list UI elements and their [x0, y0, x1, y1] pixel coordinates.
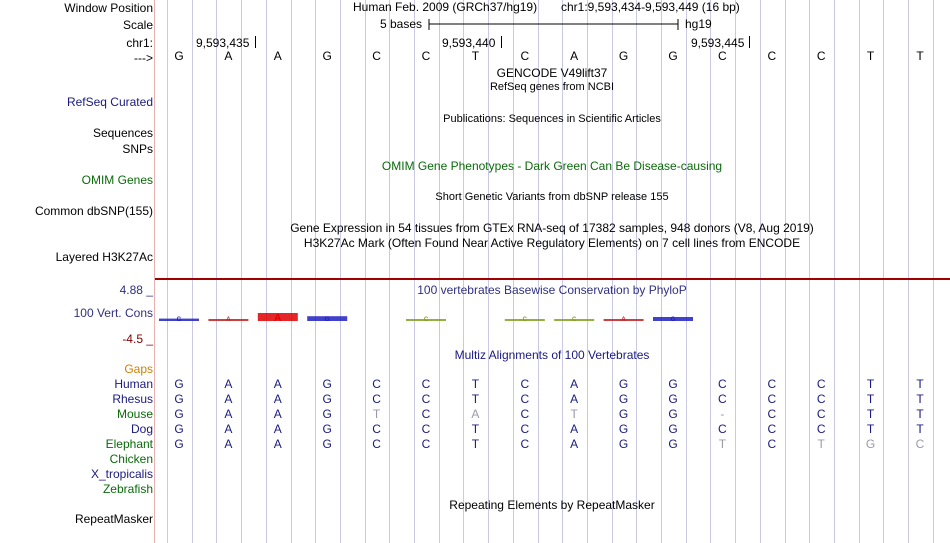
alignment-base: T: [718, 437, 727, 451]
alignment-base: T: [372, 407, 381, 421]
alignment-base: A: [224, 377, 233, 391]
common-dbsnp-label[interactable]: Common dbSNP(155): [34, 204, 153, 218]
alignment-base: C: [816, 392, 826, 406]
coord-tick-2: [501, 36, 502, 48]
alignment-base: C: [718, 377, 727, 391]
species-label[interactable]: Zebrafish: [102, 482, 153, 496]
conservation-base-letter: A: [621, 317, 626, 323]
reference-base: C: [816, 49, 826, 63]
alignment-base: C: [372, 377, 381, 391]
alignment-base: C: [520, 407, 530, 421]
reference-base: A: [570, 49, 579, 63]
guideline: [908, 0, 909, 543]
alignment-base: A: [273, 422, 282, 436]
alignment-base: C: [767, 407, 777, 421]
alignment-base: T: [916, 422, 924, 436]
alignment-base: T: [471, 437, 480, 451]
alignment-base: G: [174, 407, 184, 421]
phylop-track-desc: 100 vertebrates Basewise Conservation by PhyloP: [417, 283, 687, 297]
alignment-base: G: [668, 392, 678, 406]
conservation-base-letter: G: [670, 317, 676, 323]
alignment-base: G: [174, 392, 184, 406]
alignment-base: G: [618, 377, 629, 391]
h3k27ac-track-desc: H3K27Ac Mark (Often Found Near Active Regulatory Elements) on 7 cell lines from ENCODE: [303, 236, 801, 250]
alignment-base: A: [570, 392, 579, 406]
guideline: [266, 0, 267, 543]
omim-genes-label[interactable]: OMIM Genes: [81, 173, 153, 187]
guideline: [785, 0, 786, 543]
alignment-base: A: [570, 377, 579, 391]
vert-cons-label[interactable]: 100 Vert. Cons: [73, 306, 153, 320]
gtex-track-desc: Gene Expression in 54 tissues from GTEx RNA-seq of 17382 samples, 948 donors (V8, Aug 2019): [290, 221, 814, 235]
alignment-base: A: [224, 407, 233, 421]
guideline: [241, 0, 242, 543]
guideline: [463, 0, 464, 543]
alignment-base: G: [668, 407, 678, 421]
reference-base: T: [866, 49, 875, 63]
reference-base: G: [174, 49, 184, 63]
guideline: [710, 0, 711, 543]
alignment-base: C: [816, 377, 826, 391]
gencode-track-title[interactable]: GENCODE V49lift37: [496, 66, 608, 80]
guideline: [636, 0, 637, 543]
strand-arrow-label[interactable]: --->: [134, 51, 153, 65]
reference-base: C: [520, 49, 530, 63]
alignment-base: G: [865, 437, 876, 451]
alignment-base: -: [720, 407, 725, 421]
alignment-base: A: [273, 392, 282, 406]
alignment-base: C: [816, 407, 826, 421]
repeatmasker-label[interactable]: RepeatMasker: [74, 512, 153, 526]
repeatmasker-track-desc: Repeating Elements by RepeatMasker: [449, 498, 655, 512]
alignment-base: A: [273, 377, 282, 391]
scale-bar: [428, 17, 680, 31]
alignment-base: T: [471, 392, 480, 406]
alignment-base: C: [421, 422, 431, 436]
species-label[interactable]: Human: [114, 377, 153, 391]
alignment-base: G: [174, 422, 184, 436]
guideline: [661, 0, 662, 543]
scale-label: Scale: [122, 18, 153, 32]
alignment-base: G: [322, 437, 332, 451]
guideline: [488, 0, 489, 543]
alignment-base: C: [520, 422, 530, 436]
species-label[interactable]: X_tropicalis: [90, 467, 153, 481]
alignment-base: C: [718, 392, 727, 406]
coord-tick-1: [255, 36, 256, 48]
guideline: [414, 0, 415, 543]
alignment-base: G: [668, 377, 678, 391]
coord-label-3: 9,593,445: [691, 36, 745, 50]
alignment-base: A: [273, 437, 282, 451]
alignment-base: C: [421, 407, 431, 421]
alignment-base: T: [471, 377, 480, 391]
guideline: [439, 0, 440, 543]
coord-label-1: 9,593,435: [196, 36, 250, 50]
reference-base: C: [421, 49, 431, 63]
guideline: [735, 0, 736, 543]
conservation-base-letter: C: [423, 317, 429, 323]
dbsnp-track-desc: Short Genetic Variants from dbSNP release 155: [435, 191, 669, 203]
layered-h3k27ac-label[interactable]: Layered H3K27Ac: [55, 250, 153, 264]
guideline: [167, 0, 168, 543]
refseq-track-desc: RefSeq genes from NCBI: [489, 81, 615, 93]
alignment-base: G: [668, 422, 678, 436]
alignment-base: C: [767, 422, 777, 436]
alignment-base: C: [421, 377, 431, 391]
reference-base: A: [224, 49, 233, 63]
reference-base: C: [767, 49, 777, 63]
alignment-base: T: [471, 422, 480, 436]
alignment-base: C: [767, 377, 777, 391]
chr-label: chr1:: [126, 36, 153, 50]
conservation-base-letter: G: [324, 316, 330, 323]
alignment-base: A: [224, 422, 233, 436]
alignment-base: G: [174, 437, 184, 451]
alignment-base: C: [520, 437, 530, 451]
alignment-base: C: [372, 422, 381, 436]
gaps-label[interactable]: Gaps: [124, 362, 153, 376]
guideline: [933, 0, 934, 543]
alignment-base: C: [767, 392, 777, 406]
alignment-base: T: [866, 392, 875, 406]
alignment-base: G: [618, 407, 629, 421]
guideline: [809, 0, 810, 543]
alignment-base: A: [570, 437, 579, 451]
guideline: [340, 0, 341, 543]
alignment-base: T: [817, 437, 825, 451]
reference-base: T: [916, 49, 924, 63]
species-label[interactable]: Chicken: [109, 452, 153, 466]
conservation-base-letter: A: [226, 317, 231, 323]
alignment-base: C: [372, 392, 381, 406]
conservation-base-letter: C: [522, 317, 527, 323]
guideline: [291, 0, 292, 543]
alignment-base: G: [668, 437, 678, 451]
omim-track-desc: OMIM Gene Phenotypes - Dark Green Can Be Disease-causing: [381, 159, 723, 173]
reference-base: C: [372, 49, 381, 63]
alignment-base: G: [174, 377, 184, 391]
alignment-base: A: [224, 392, 233, 406]
guideline: [216, 0, 217, 543]
guideline: [389, 0, 390, 543]
species-label[interactable]: Mouse: [116, 407, 153, 421]
guideline: [365, 0, 366, 543]
scale-db: hg19: [685, 17, 712, 31]
reference-base: G: [668, 49, 678, 63]
alignment-base: T: [916, 407, 924, 421]
alignment-base: C: [421, 437, 431, 451]
scale-text: 5 bases: [380, 17, 423, 31]
alignment-base: A: [273, 407, 282, 421]
alignment-base: T: [866, 407, 875, 421]
reference-base: G: [322, 49, 332, 63]
publications-track-desc: Publications: Sequences in Scientific Articles: [443, 113, 661, 125]
alignment-base: C: [718, 422, 727, 436]
assembly-title: Human Feb. 2009 (GRCh37/hg19): [353, 0, 538, 14]
sequences-label[interactable]: Sequences: [92, 126, 153, 140]
conservation-base-letter: G: [176, 317, 182, 323]
alignment-base: T: [866, 377, 875, 391]
refseq-curated-label[interactable]: RefSeq Curated: [66, 95, 153, 109]
alignment-base: C: [816, 422, 826, 436]
track-separator-line: [155, 278, 950, 280]
coord-label-2: 9,593,440: [442, 36, 496, 50]
phylop-ymax-label: 4.88 _: [119, 283, 153, 297]
coord-tick-3: [749, 36, 750, 48]
alignment-base: G: [322, 377, 332, 391]
alignment-base: T: [866, 422, 875, 436]
alignment-base: T: [916, 392, 924, 406]
multiz-track-desc: Multiz Alignments of 100 Vertebrates: [454, 348, 650, 362]
window-position-value: chr1:9,593,434-9,593,449 (16 bp): [561, 0, 740, 14]
guideline: [859, 0, 860, 543]
alignment-base: G: [322, 392, 332, 406]
guideline: [315, 0, 316, 543]
snps-label[interactable]: SNPs: [122, 142, 153, 156]
alignment-base: C: [421, 392, 431, 406]
conservation-logo: [155, 300, 950, 330]
alignment-base: G: [618, 437, 629, 451]
window-position-label: Window Position: [64, 1, 153, 15]
guideline: [192, 0, 193, 543]
species-label[interactable]: Rhesus: [112, 392, 153, 406]
reference-base: T: [471, 49, 480, 63]
alignment-base: A: [224, 437, 233, 451]
alignment-base: A: [471, 407, 480, 421]
alignment-base: G: [322, 407, 332, 421]
alignment-base: T: [916, 377, 924, 391]
reference-base: A: [273, 49, 282, 63]
reference-base: G: [618, 49, 629, 63]
guideline: [686, 0, 687, 543]
alignment-base: G: [618, 392, 629, 406]
alignment-base: G: [618, 422, 629, 436]
species-label[interactable]: Dog: [130, 422, 153, 436]
alignment-base: C: [520, 377, 530, 391]
alignment-base: A: [570, 422, 579, 436]
guideline: [834, 0, 835, 543]
alignment-base: C: [372, 437, 381, 451]
conservation-base-letter: A: [274, 313, 282, 324]
reference-base: C: [718, 49, 727, 63]
guideline: [883, 0, 884, 543]
conservation-base-letter: C: [572, 317, 577, 323]
alignment-base: T: [570, 407, 578, 421]
alignment-base: C: [767, 437, 777, 451]
phylop-ymin-label: -4.5 _: [122, 332, 153, 346]
species-label[interactable]: Elephant: [105, 437, 153, 451]
alignment-base: C: [915, 437, 925, 451]
alignment-base: C: [520, 392, 530, 406]
guideline: [760, 0, 761, 543]
alignment-base: G: [322, 422, 332, 436]
